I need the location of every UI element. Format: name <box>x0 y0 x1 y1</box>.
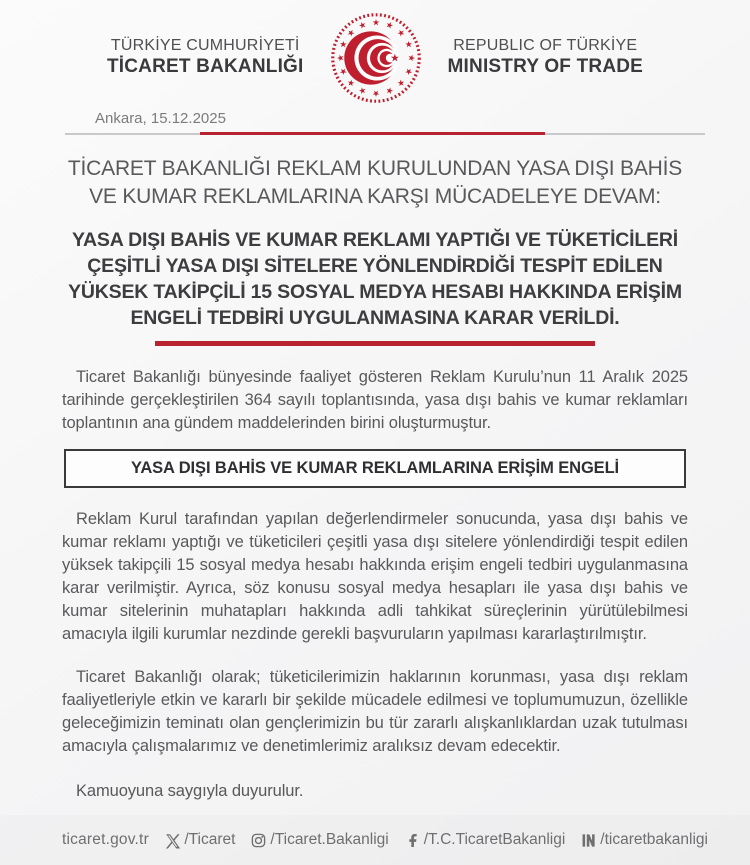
footer-bar <box>0 815 750 865</box>
divider-red-segment <box>200 132 545 135</box>
org-tr-line2: TİCARET BAKANLIĞI <box>106 56 304 78</box>
org-name-english <box>448 37 644 78</box>
social-handle: /Ticaret.Bakanligi <box>270 831 389 848</box>
closing-line: Kamuoyuna saygıyla duyurulur. <box>76 782 304 801</box>
header-divider <box>45 132 705 135</box>
dateline: Ankara, 15.12.2025 <box>95 110 226 127</box>
org-tr-line1: TÜRKİYE CUMHURİYETİ <box>110 37 300 55</box>
ministry-of-trade-emblem-icon <box>330 12 422 104</box>
social-handle: /Ticaret <box>184 831 236 848</box>
headline-red-rule <box>155 341 595 346</box>
social-handle: /T.C.TicaretBakanligi <box>423 831 566 848</box>
org-en-line2: MINISTRY OF TRADE <box>447 56 644 78</box>
announcement-kicker: TİCARET BAKANLIĞI REKLAM KURULUNDAN YASA DIŞI BAHİS VE KUMAR REKLAMLARINA KARŞI MÜCADELEYE DEVAM: <box>67 157 683 208</box>
paragraph-3: Ticaret Bakanlığı olarak; tüketicilerimizin haklarının korunması, yasa dışı reklam faaliyetleriyle etkin ve kararlı bir şekilde mücadele edilmesi ve toplumumuzun, özellikle geleceğimizin teminatı olan gençlerimizin bu tür zararlı alışkanlıklardan uzak tutulması amacıyla çalışmalarımız ve denetimlerimiz aralıksız devam edecektir. <box>62 668 688 756</box>
instagram-icon <box>250 832 267 849</box>
section-box-title: YASA DIŞI BAHİS VE KUMAR REKLAMLARINA ERİŞİM ENGELİ <box>64 449 686 488</box>
social-links <box>164 831 708 849</box>
announcement-headline: YASA DIŞI BAHİS VE KUMAR REKLAMI YAPTIĞI VE TÜKETİCİLERİ ÇEŞİTLİ YASA DIŞI SİTELERE YÖNLENDİRDİĞİ TESPİT EDİLEN YÜKSEK TAKİPÇİLİ 15 SOSYAL MEDYA HESABI HAKKINDA ERİŞİM ENGELİ TEDBİRİ UYGULANMASINA KARAR VERİLDİ. <box>68 229 682 330</box>
social-link-instagram[interactable] <box>250 831 388 849</box>
social-link-nsosyal[interactable] <box>580 831 708 849</box>
nsosyal-icon <box>580 832 597 849</box>
website-link[interactable]: ticaret.gov.tr <box>62 831 149 848</box>
masthead <box>0 0 750 104</box>
social-handle: /ticaretbakanligi <box>600 831 708 848</box>
x-icon <box>164 832 181 849</box>
social-link-x[interactable] <box>164 831 235 849</box>
social-link-facebook[interactable] <box>404 831 566 849</box>
paragraph-2: Reklam Kurul tarafından yapılan değerlendirmeler sonucunda, yasa dışı bahis ve kumar reklamı yaptığı ve tüketicileri çeşitli yasa dışı sitelere yönlendirdiği tespit edilen yüksek takipçili 15 sosyal medya hesabı hakkında erişim engeli tedbiri uygulanmasına karar verilmiştir. Ayrıca, söz konusu sosyal medya hesapları ile yasa dışı bahis ve kumar sitelerinin muhatapları hakkında adli tahkikat süreçlerinin yürütülebilmesi amacıyla ilgili kurumlar nezdinde gerekli başvuruların yapılması kararlaştırılmıştır. <box>62 510 688 644</box>
facebook-icon <box>404 832 421 849</box>
org-name-turkish <box>107 37 304 78</box>
org-en-line1: REPUBLIC OF TÜRKİYE <box>453 37 638 55</box>
paragraph-1: Ticaret Bakanlığı bünyesinde faaliyet gösteren Reklam Kurulu’nun 11 Aralık 2025 tarihinde gerçekleştirilen 364 sayılı toplantısında, yasa dışı bahis ve kumar reklamları toplantının ana gündem maddelerinden birini oluşturmuştur. <box>62 368 688 433</box>
